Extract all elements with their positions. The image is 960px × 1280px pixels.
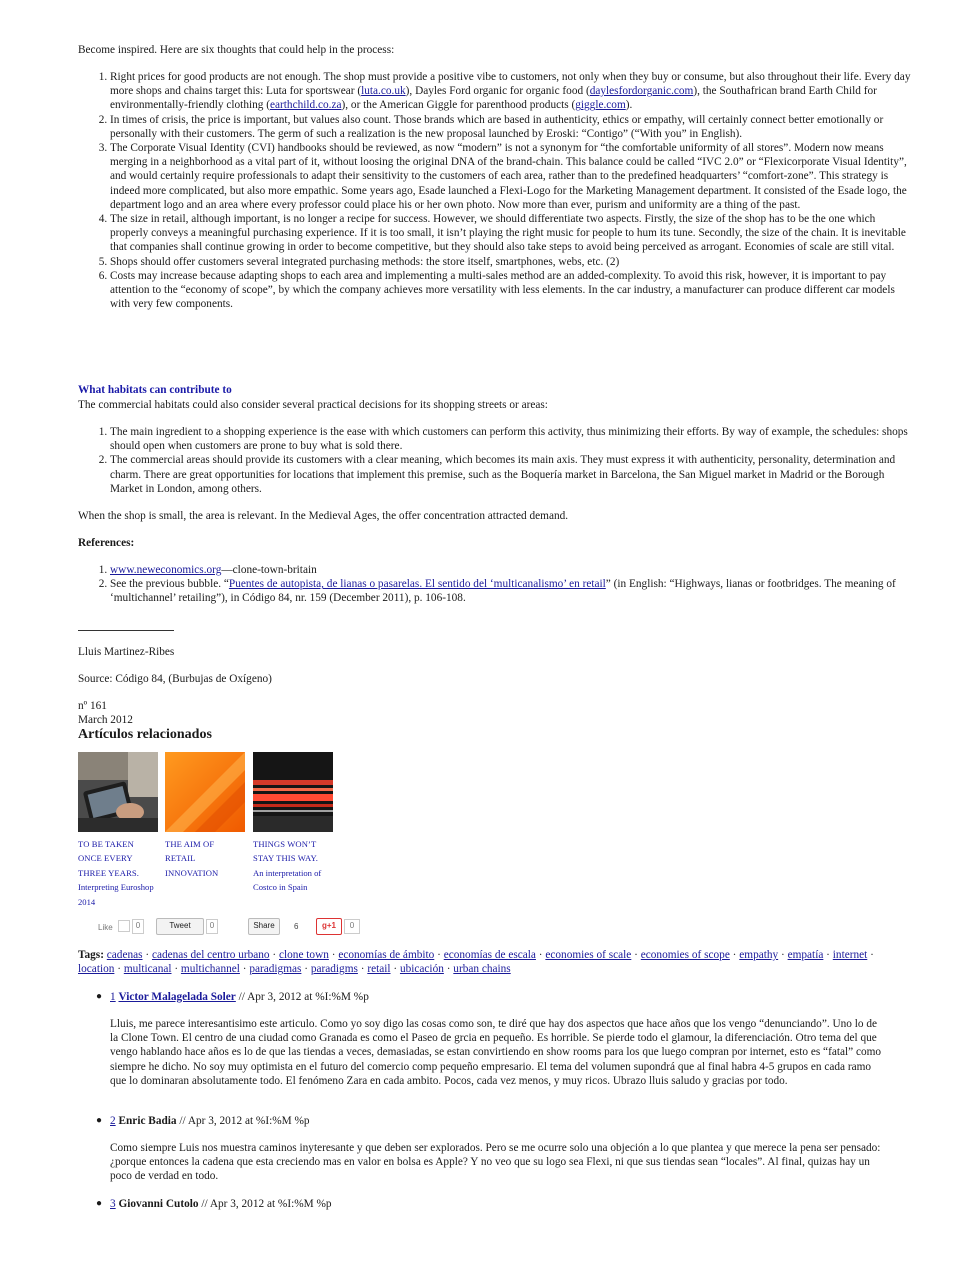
- gplus-button[interactable]: g+1: [316, 918, 342, 935]
- bullet-icon: ●: [96, 1198, 103, 1209]
- related-title-3[interactable]: THINGS WON’T STAY THIS WAY.: [253, 839, 318, 864]
- related-articles-title: Artículos relacionados: [78, 727, 212, 742]
- reference-item: [110, 563, 916, 577]
- related-title-1[interactable]: TO BE TAKEN ONCE EVERY THREE YEARS.: [78, 839, 140, 878]
- thought-item: 4. The size in retail, although important, is no longer a recipe for success. However, we should differentiate two aspects. Firstly, the size of the shop has to be the one which properly conveys a meaningful purchasing experience. If it is too small, it isn’t playing the right music for people to hum its tune. Secondly, the size of the chain. It is inevitable that companies shall continue growing in order to become competitive, but they should also take steps to avoid being perceived as arrogant. Economies of scale are still vital.: [110, 212, 916, 255]
- issue-date: March 2012: [78, 714, 133, 726]
- tag-link[interactable]: economías de escala: [443, 949, 536, 961]
- thought-text: ).: [625, 99, 633, 112]
- related-thumbnail-orange[interactable]: [165, 752, 245, 832]
- habitats-intro: The commercial habitats could also consider several practical decisions for its shopping streets or areas:: [78, 399, 548, 411]
- tag-link[interactable]: cadenas: [106, 949, 143, 961]
- tag-link[interactable]: paradigmas: [249, 963, 302, 976]
- like-icon[interactable]: [118, 920, 130, 932]
- tweet-count: 0: [206, 919, 218, 934]
- comment-author: Enric Badia: [118, 1115, 177, 1127]
- source-line: Source: Código 84, (Burbujas de Oxígeno): [78, 673, 272, 685]
- tag-link[interactable]: clone town: [279, 949, 329, 961]
- references-title: References:: [78, 537, 135, 549]
- tag-link[interactable]: multichannel: [180, 963, 240, 976]
- thought-item: 6. Costs may increase because adapting shops to each area and implementing a multi-sales method are an added-complexity. To avoid this risk, however, it is important to pay attention to the “economy of scope”, by which the company achieves more versatility with less elements. In the car industry, a manufacturer can produce different car models with very few components.: [110, 269, 916, 312]
- divider: [78, 630, 174, 631]
- related-thumbnail-tablet[interactable]: [78, 752, 158, 832]
- tag-link[interactable]: paradigms: [310, 963, 358, 976]
- like-count: 0: [132, 919, 144, 934]
- share-count: 6: [294, 922, 299, 931]
- habitats-heading: What habitats can contribute to: [78, 384, 232, 396]
- tag-link[interactable]: multicanal: [123, 963, 172, 976]
- tags-line: Tags: cadenas · cadenas del centro urbano · clone town · economías de ámbito · economías de escala · economies of scale · economies of scope · empathy · empatía · internet · location · multicanal · multichannel · paradigmas · paradigms · retail · ubicación · urban chains: [78, 949, 874, 976]
- intro-text: Become inspired. Here are six thoughts that could help in the process:: [78, 44, 395, 56]
- comment-author: Giovanni Cutolo: [118, 1198, 199, 1210]
- comment-header: [110, 1114, 310, 1128]
- tag-link[interactable]: retail: [367, 963, 391, 976]
- comment-body: Como siempre Luis nos muestra caminos inyteresante y que deben ser explorados. Pero se me ocurre solo una objeción a lo que plantea y que merece la pena ser pensado: ¿porque entonces la cadena que esta creciendo mas en valor en bolsa es Apple? Y no veo que su logo sea Flexi, ni que sus tiendas sean “locales”. Al final, quizas hay un poco de verdad en todo.: [110, 1142, 881, 1183]
- tag-link[interactable]: location: [78, 963, 115, 976]
- link-giggle[interactable]: giggle.com: [575, 99, 626, 112]
- comment-number-link[interactable]: 2: [110, 1115, 116, 1127]
- thought-text: ), or the American Giggle for parenthood products (: [341, 99, 576, 112]
- reference-text: —clone-town-britain: [221, 564, 317, 576]
- comment-number-link[interactable]: 1: [110, 991, 116, 1003]
- tag-link[interactable]: economías de ámbito: [338, 949, 435, 961]
- tag-link[interactable]: urban chains: [453, 963, 511, 976]
- comment-header: [110, 1197, 332, 1211]
- related-title-2[interactable]: THE AIM OF RETAIL INNOVATION: [165, 839, 219, 878]
- comment-meta: // Apr 3, 2012 at %I:%M %p: [198, 1198, 332, 1210]
- social-bar: [98, 918, 418, 938]
- comment-meta: // Apr 3, 2012 at %I:%M %p: [235, 991, 369, 1003]
- thought-text: Right prices for good products are not enough. The shop must provide a positive vibe to customers, not only when they buy or consume, but also throughout their life. Every day more shops and chains target this: Luta for sportswear (: [110, 71, 911, 98]
- references-list: [78, 563, 916, 606]
- related-article-3[interactable]: [253, 752, 333, 895]
- tags-label: Tags:: [78, 949, 104, 961]
- link-luta[interactable]: luta.co.uk: [361, 85, 406, 98]
- tag-link[interactable]: cadenas del centro urbano: [151, 949, 270, 961]
- tag-link[interactable]: ubicación: [399, 963, 444, 976]
- thought-text: ), the Southafrican brand Earth Child for environmentally-friendly clothing (: [110, 85, 877, 112]
- tag-link[interactable]: economies of scope: [640, 949, 730, 961]
- tweet-button[interactable]: Tweet: [156, 918, 204, 935]
- reference-text: See the previous bubble. “: [110, 578, 229, 591]
- related-article-1[interactable]: [78, 752, 158, 909]
- bullet-icon: ●: [96, 1115, 103, 1126]
- tag-link[interactable]: empatía: [787, 949, 824, 961]
- thought-text: ), Dayles Ford organic for organic food (: [405, 85, 590, 98]
- related-articles: [78, 752, 378, 912]
- habitat-item: 1. The main ingredient to a shopping experience is the ease with which customers can perform this activity, thus minimizing their efforts. By way of example, the schedules: shops should open when customers are prone to buy what is sold there.: [110, 425, 916, 453]
- thought-item: 3. The Corporate Visual Identity (CVI) handbooks should be reviewed, as now “modern” is not a synonym for “the comfortable uniformity of all stores”. Modern now means merging in a neighborhood as a vital part of it, without loosing the original DNA of the brand-chain. This balance could be called “IVC 2.0” or “Flexicorporate Visual Identity”, and would certainly require professionals to adapt their sensitivity to the customers of each area, rather than to the predefined headquarters’ “comfort-zone”. This strategy is indeed more complicated, but also more empathic. Some years ago, Esade launched a Flexi-Logo for the Marketing Management department. It consisted of the Esade logo, the department logo and an area where every professor could place his or her own photo. Now more than ever, purism and uniformity are a thing of the past.: [110, 141, 916, 212]
- habitat-item: 2. The commercial areas should provide its customers with a clear meaning, which becomes its main axis. They must express it with authenticity, personality, determination and charm. There are great opportunities for locations that implement this premise, such as the Boquería market in Barcelona, the San Miguel market in Madrid or the Borough Market in London, among others.: [110, 453, 916, 496]
- reference-link-puentes[interactable]: Puentes de autopista, de lianas o pasarelas. El sentido del ‘multicanalismo’ en retail: [228, 578, 606, 591]
- link-daylesford[interactable]: daylesfordorganic.com: [589, 85, 694, 98]
- related-thumbnail-lights[interactable]: [253, 752, 333, 832]
- author-name: Lluis Martinez-Ribes: [78, 646, 175, 658]
- related-subtitle-3[interactable]: An interpretation of Costco in Spain: [253, 867, 322, 893]
- tag-link[interactable]: empathy: [739, 949, 779, 961]
- tag-link[interactable]: internet: [832, 949, 868, 961]
- comment-meta: // Apr 3, 2012 at %I:%M %p: [176, 1115, 310, 1127]
- thought-item: [110, 70, 916, 113]
- gplus-count: 0: [344, 919, 360, 934]
- closing-text: When the shop is small, the area is relevant. In the Medieval Ages, the offer concentration attracted demand.: [78, 510, 569, 522]
- comment-header: [110, 990, 369, 1004]
- thought-item: 5. Shops should offer customers several integrated purchasing methods: the store itself, smartphones, webs, etc. (2): [110, 255, 916, 269]
- thought-item: 2. In times of crisis, the price is important, but values also count. Those brands which are based in authenticity, ethics or empathy, will certainly connect better emotionally or personally with their customers. The germ of such a realization is the new proposal launched by Eroski: “Contigo” (“With you” in English).: [110, 113, 916, 141]
- related-subtitle-1[interactable]: Interpreting Euroshop 2014: [78, 882, 154, 907]
- habitats-list: [78, 425, 916, 496]
- reference-item: [110, 577, 916, 605]
- comment-number-link[interactable]: 3: [110, 1198, 116, 1210]
- reference-text: ” (in English: “Highways, lianas or footbridges. The meaning of ‘multichannel’ retailing”), in Código 84, nr. 159 (December 2011), p. 106-108.: [110, 578, 896, 605]
- bullet-icon: ●: [96, 991, 103, 1002]
- related-article-2[interactable]: [165, 752, 245, 880]
- thoughts-list: [78, 70, 916, 311]
- share-button[interactable]: Share: [248, 918, 280, 935]
- comment-body: Lluis, me parece interesantisimo este articulo. Como yo soy digo las cosas como son, te diré que hay dos aspectos que hace años que los vengo “denunciando”. Uno lo de la Clone Town. El centro de una ciudad como Granada es como el Paseo de grcia en pequeño. Es horrible. Se pierde todo el glamour, la diferenciación. Otro tema del que vengo hablando hace años es lo de que las tiendas a veces, demasiadas, se estan convirtiendo en show rooms para los que luego compran por internet, esto es “fatal” como siempre he dicho. No soy muy optimista en el futuro del comercio comp pequeño empresario. El tema del volumen supondrá que al final habra 4-5 grupos en cada ramo que lo dominaran absolutamente todo. El fenómeno Zara en cada ambito. Pocos, cada vez menos, y muy ricos. Ubrazo lluis saludo y gracias por todo.: [110, 1018, 882, 1087]
- tag-link[interactable]: economies of scale: [545, 949, 632, 961]
- issue-number: nº 161: [78, 700, 107, 712]
- comment-author-link[interactable]: Victor Malagelada Soler: [118, 991, 236, 1003]
- reference-link-neweconomics[interactable]: www.neweconomics.org: [110, 564, 222, 576]
- like-label[interactable]: Like: [98, 923, 113, 932]
- link-earthchild[interactable]: earthchild.co.za: [270, 99, 342, 112]
